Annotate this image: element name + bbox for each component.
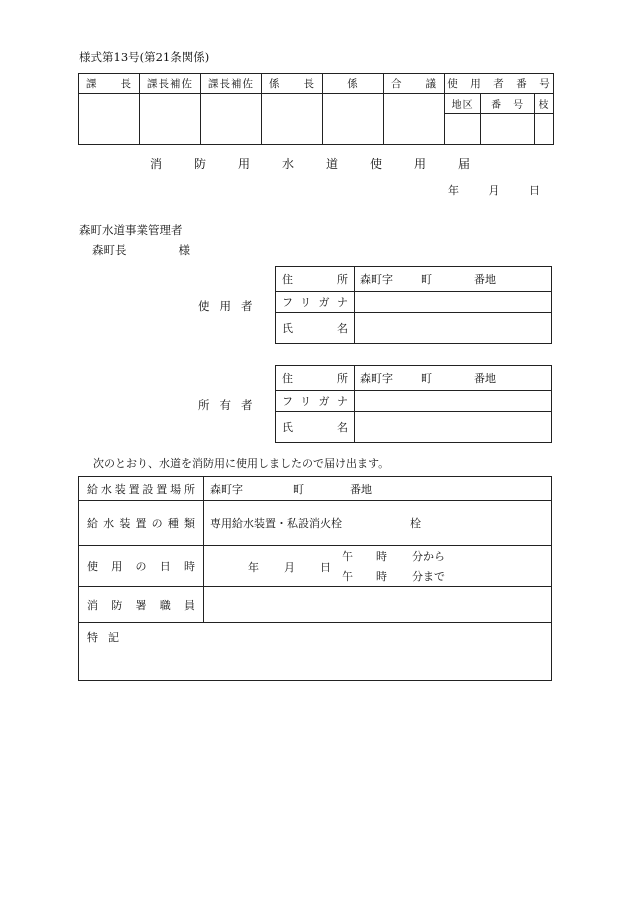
approval-header: 課 長 bbox=[79, 74, 140, 94]
month-label: 月 bbox=[488, 184, 500, 197]
user-table bbox=[275, 266, 552, 344]
location-prefix: 森町字 bbox=[210, 482, 243, 496]
address-prefix: 森町字 bbox=[360, 273, 393, 286]
approval-stamp-cell[interactable] bbox=[201, 94, 262, 145]
user-name-label: 氏名 bbox=[276, 313, 355, 344]
from-minute: 分から bbox=[412, 550, 445, 563]
owner-block-label: 所有者 bbox=[198, 398, 263, 412]
approval-stamp-cell[interactable] bbox=[79, 94, 140, 145]
from-ampm: 午 bbox=[342, 550, 353, 563]
notes-field[interactable] bbox=[79, 623, 552, 681]
fire-staff-label: 消防署職員 bbox=[79, 587, 204, 623]
approval-stamp-cell[interactable] bbox=[384, 94, 445, 145]
address-town: 町 bbox=[421, 372, 432, 385]
to-minute: 分まで bbox=[412, 570, 445, 583]
branch-field[interactable] bbox=[535, 114, 554, 145]
type-field[interactable] bbox=[204, 501, 552, 546]
to-ampm: 午 bbox=[342, 570, 353, 583]
owner-address-label: 住所 bbox=[276, 366, 355, 391]
statement-text: 次のとおり、水道を消防用に使用しましたので届け出ます。 bbox=[93, 457, 390, 470]
approval-header: 課長補佐 bbox=[201, 74, 262, 94]
user-number-header: 使 用 者 番 号 bbox=[445, 74, 554, 94]
type-label: 給水装置の種類 bbox=[79, 501, 204, 546]
owner-furigana-field[interactable] bbox=[355, 391, 552, 412]
user-furigana-label: フリガナ bbox=[276, 292, 355, 313]
notes-label: 特記 bbox=[87, 631, 129, 644]
addressee-mayor: 森町長 bbox=[92, 243, 127, 257]
location-town: 町 bbox=[293, 482, 304, 496]
approval-stamp-cell[interactable] bbox=[262, 94, 323, 145]
owner-address-field[interactable] bbox=[355, 366, 552, 391]
to-hour: 時 bbox=[376, 570, 387, 583]
address-lot: 番地 bbox=[474, 273, 496, 286]
day-label: 日 bbox=[529, 184, 540, 197]
addressee-title: 森町水道事業管理者 bbox=[79, 223, 183, 237]
user-address-label: 住所 bbox=[276, 267, 355, 292]
use-day: 日 bbox=[320, 561, 331, 574]
branch-header: 枝 bbox=[535, 94, 554, 114]
user-name-field[interactable] bbox=[355, 313, 552, 344]
address-prefix: 森町字 bbox=[360, 372, 393, 385]
user-address-field[interactable] bbox=[355, 267, 552, 292]
location-field[interactable] bbox=[204, 477, 552, 501]
district-header: 地区 bbox=[445, 94, 481, 114]
district-field[interactable] bbox=[445, 114, 481, 145]
owner-table bbox=[275, 365, 552, 443]
form-number: 様式第13号(第21条関係) bbox=[79, 50, 210, 64]
user-block-label: 使用者 bbox=[198, 299, 263, 313]
number-header: 番 号 bbox=[481, 94, 535, 114]
year-label: 年 bbox=[448, 184, 459, 197]
use-year: 年 bbox=[248, 561, 259, 574]
hydrant-unit: 栓 bbox=[410, 517, 421, 530]
addressee-honorific: 様 bbox=[178, 243, 190, 257]
owner-name-field[interactable] bbox=[355, 412, 552, 443]
number-field[interactable] bbox=[481, 114, 535, 145]
datetime-label: 使用の日時 bbox=[79, 546, 204, 587]
submission-date[interactable] bbox=[448, 182, 540, 198]
approval-header: 係 bbox=[323, 74, 384, 94]
from-hour: 時 bbox=[376, 550, 387, 563]
datetime-field[interactable] bbox=[204, 546, 552, 587]
user-furigana-field[interactable] bbox=[355, 292, 552, 313]
approval-header: 合 議 bbox=[384, 74, 445, 94]
approval-stamp-cell[interactable] bbox=[323, 94, 384, 145]
main-table bbox=[78, 476, 552, 681]
owner-name-label: 氏名 bbox=[276, 412, 355, 443]
use-month: 月 bbox=[284, 561, 295, 574]
location-lot: 番地 bbox=[350, 482, 372, 496]
approval-header: 係 長 bbox=[262, 74, 323, 94]
location-label: 給水装置設置場所 bbox=[79, 477, 204, 501]
approval-header: 課長補佐 bbox=[140, 74, 201, 94]
document-title: 消 防 用 水 道 使 用 届 bbox=[149, 157, 480, 171]
owner-furigana-label: フリガナ bbox=[276, 391, 355, 412]
address-lot: 番地 bbox=[474, 372, 496, 385]
type-value: 専用給水装置・私設消火栓 bbox=[210, 517, 342, 530]
approval-table bbox=[78, 73, 554, 145]
approval-stamp-cell[interactable] bbox=[140, 94, 201, 145]
addressee-name bbox=[92, 242, 190, 258]
fire-staff-field[interactable] bbox=[204, 587, 552, 623]
address-town: 町 bbox=[421, 273, 432, 286]
